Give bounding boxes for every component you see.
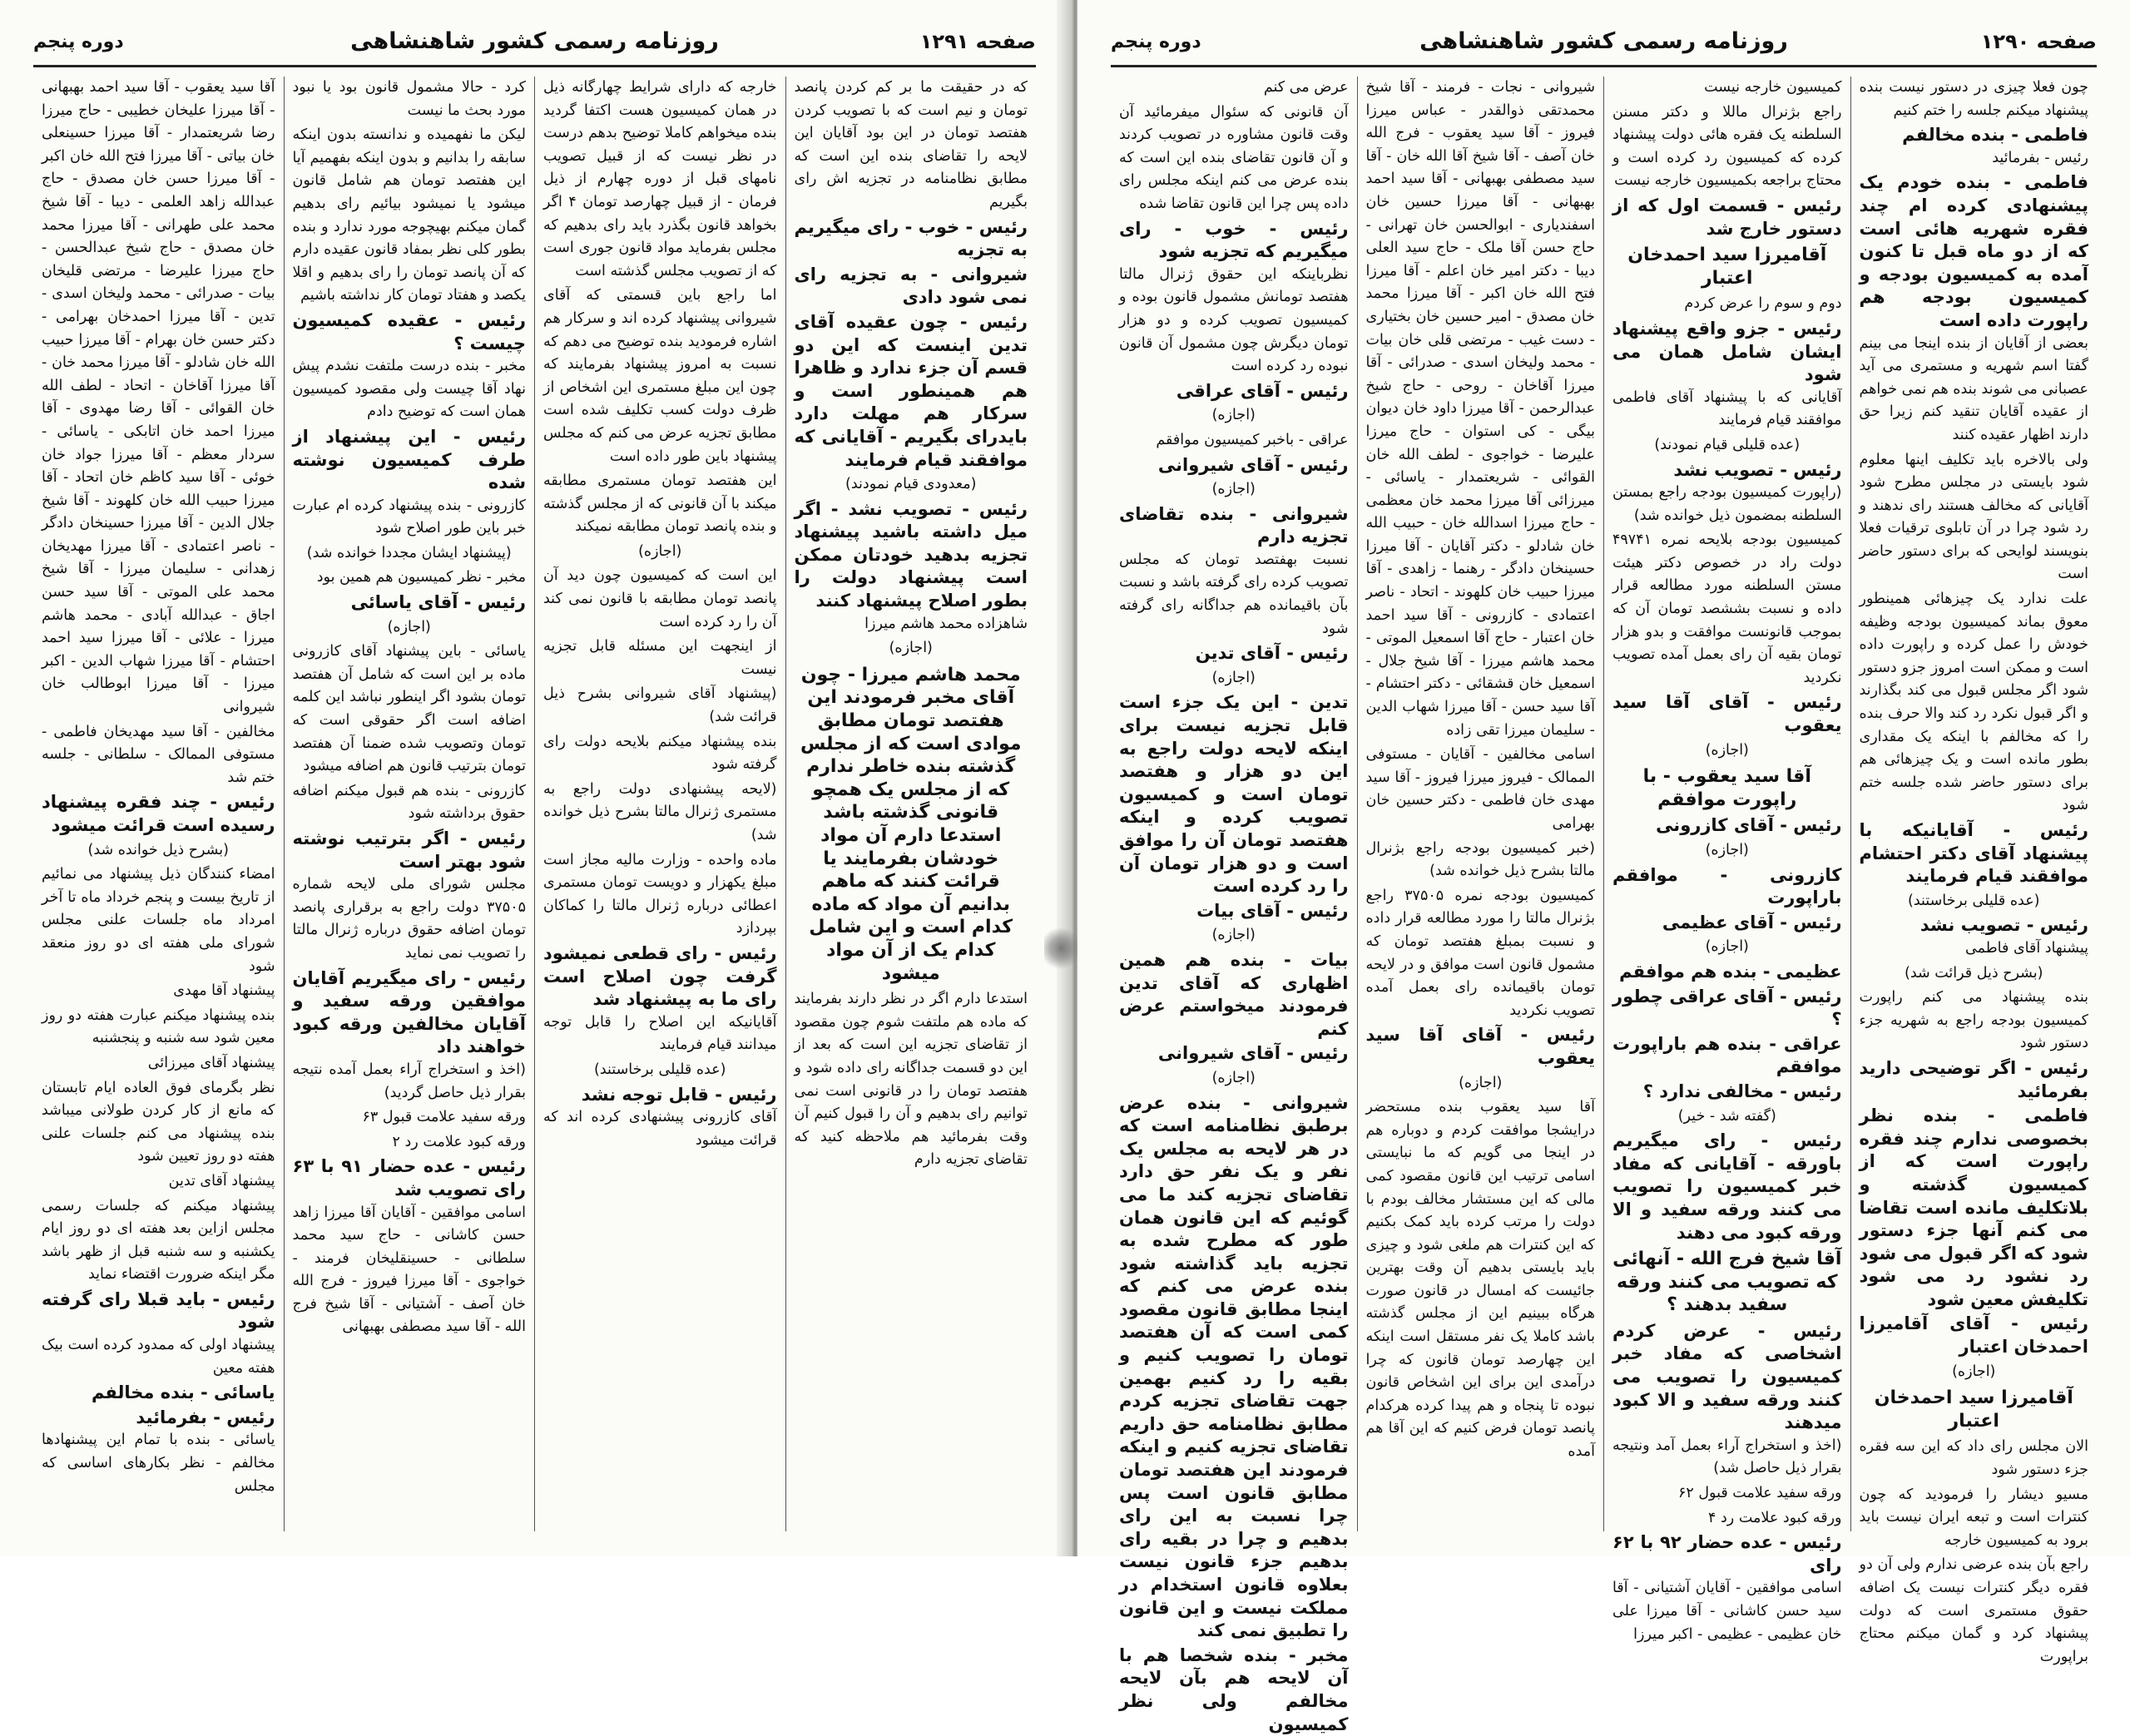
- speaker-line: رئیس - آقای عراقی چطور ؟: [1612, 986, 1842, 1030]
- paragraph: پیشنهاد آقای فاطمی: [1965, 939, 2088, 957]
- left-page: [0, 0, 1069, 1556]
- speaker-line: کازرونی - موافقم باراپورت: [1612, 864, 1842, 908]
- speaker-line: رئیس - عرض کردم اشخاصی که مفاد خبر کمیسیون را تصویب می کنند ورقه سفید و الا کبود میدهند: [1612, 1320, 1842, 1433]
- paragraph: راجع بژنرال ماللا و دکتر مسنن السلطنه یک فقره هائی دولت پیشنهاد کرده که کمیسیون رد کرده است و محتاج براجعه بکمیسیون خارجه نیست: [1612, 103, 1842, 190]
- speaker-line: رئیس - عده حضار ۹۱ با ۶۳ رای تصویب شد: [292, 1156, 526, 1199]
- speaker-line: یاسائی - بنده مخالفم: [91, 1382, 275, 1403]
- speaker-line: رئیس - آقای کازرونی: [1656, 815, 1842, 836]
- paragraph: ورقه کبود علامت رد ۲: [392, 1133, 526, 1150]
- speaker-line: فاطمی - بنده مخالفم: [1902, 125, 2088, 146]
- speaker-line: رئیس - آقای شیروانی: [1157, 1043, 1349, 1064]
- speaker-line: رئیس - آقای یاسائی: [350, 592, 526, 613]
- text-column: [1357, 77, 1604, 1531]
- paragraph: که در حقیقت ما بر کم کردن پانصد تومان و نیم است که با تصویب کردن هفتصد تومان در این بود آقایان این لایحه را تقاضای بنده این است که مطابق نظامنامه در تجزیه اش رای بگیریم: [794, 79, 1028, 210]
- stage-note: (بشرح ذیل خوانده شد): [87, 841, 229, 858]
- paragraph: مسیو دیشار را فرمودید که چون کنترات است و تبعه ایران نیست باید برود به کمیسیون خارجه: [1859, 1486, 2088, 1549]
- stage-note: (اجازه): [889, 640, 933, 657]
- speaker-line: رئیس - مخالفی ندارد ؟: [1642, 1081, 1842, 1101]
- speaker-line: رئیس - خوب - رای میگیریم که تجزیه شود: [1119, 218, 1349, 262]
- text-column: [785, 77, 1037, 1531]
- text-column: [284, 77, 535, 1531]
- left-page-header: [33, 25, 1036, 67]
- paragraph: لیکن ما نفهمیده و ندانسته بدون اینکه سابقه را بدانیم و بدون اینکه بفهمیم آیا این هفتصد تومان هم شامل قانون میشود یا نمیشود بیائیم رای بدهیم گمان میکنم بهیچوجه مورد ندارد و بنده بطور کلی نظر بمفاد قانون عقیده دارم که آن پانصد تومان را رای بدهیم و اقلا یکصد و هفتاد تومان کار نداشته باشیم: [292, 126, 526, 304]
- newspaper-title: روزنامه رسمی کشور شاهنشاهی: [1419, 28, 1788, 54]
- paragraph: ماده واحده - وزارت مالیه مجاز است مبلغ یکهزار و دویست تومان مستمری اعطائی درباره ژنرال مالتا را کماکان بپردازد: [543, 851, 777, 937]
- paragraph: امضاء کنندگان ذیل پیشنهاد می نمائیم از تاریخ بیست و پنجم خرداد ماه تا آخر امرداد ماه جلسات علنی مجلس شورای ملی هفته ای دو روز منعقد شود: [42, 866, 275, 975]
- speaker-line: رئیس - تصویب نشد - اگر میل داشته باشید پیشنهاد تجزیه بدهید خودتان ممکن است پیشنهاد دولت را بطور اصلاح پیشنهاد کنند: [794, 498, 1028, 611]
- left-page-columns: [33, 77, 1036, 1531]
- text-column: [1603, 77, 1850, 1643]
- paragraph: کازرونی - بنده هم قبول میکنم اضافه حقوق برداشته شود: [292, 782, 526, 823]
- speaker-line: رئیس - بفرمائید: [136, 1407, 275, 1427]
- paragraph: ورقه سفید علامت قبول ۶۲: [1677, 1485, 1842, 1502]
- speaker-line: رئیس - اگر توضیحی دارید بفرمائید: [1859, 1057, 2088, 1101]
- speaker-heading: آقامیرزا سید احمدخان اعتبار: [1627, 245, 1827, 289]
- period-label: دوره پنجم: [33, 32, 124, 52]
- paragraph: کمیسیون بودجه نمره ۳۷۵۰۵ راجع بژنرال مالتا را مورد مطالعه قرار داده و نسبت بمبلغ هفتصد تومان که مشمول قانون است موافق و در لایحه تومان باقیمانده رای بعمل آمده تصویب نکردید: [1365, 887, 1595, 1019]
- speaker-line: تدین - این یک جزء است قابل تجزیه نیست برای اینکه لایحه دولت راجع به این دو هزار و هفتصد تومان است و کمیسیون تصویب کرده و اینکه هفتصد تومان آن را موافق است و دو هزار تومان آن را رد کرده است: [1119, 692, 1349, 897]
- speaker-line: مخبر - بنده شخصا هم با آن لایحه هم بآن لایحه مخالفم ولی نظر کمیسیون: [1119, 1645, 1349, 1734]
- speaker-line: رئیس - آقای بیات: [1196, 900, 1349, 921]
- paragraph: ولی بالاخره باید تکلیف اینها معلوم شود بایستی در مجلس مطرح شود آقایانی که مخالف هستند رای ندهند و رد شود چرا در آن تابلوی ترقیات فعلا بنویسند لوایحی که برای دستور حاضر است: [1859, 451, 2088, 583]
- stage-note: (بشرح ذیل قرائت شد): [1905, 964, 2043, 982]
- stage-note: (عده قلیلی قیام نمودند): [1654, 436, 1801, 453]
- speaker-line: رئیس - رای میگیریم باورقه - آقایانی که مفاد خبر کمیسیون را تصویب می کنند ورقه سفید و الا ورقه کبود می دهند: [1612, 1130, 1842, 1243]
- paragraph: ورقه سفید علامت قبول ۶۳: [362, 1109, 526, 1126]
- speaker-line: شیروانی - بنده تقاضای تجزیه دارم: [1119, 503, 1349, 547]
- right-page: [1077, 0, 2130, 1734]
- paragraph: آقا سید یعقوب - آقا سید احمد بهبهانی - آقا میرزا علیخان خطیبی - حاج میرزا رضا شریعتمدار - آقا میرزا حسینعلی خان بیاتی - آقا میرزا فتح الله خان اکبر - آقا میرزا حسن خان مصدق - حاج عبدالله زاهد العلمی - دیبا - آقا شیخ محمد علی طهرانی - آقا میرزا محمد خان مصدق - حاج شیخ عبدالحسن - حاج میرزا علیرضا - مرتضی قلیخان بیات - صدرائی - محمد ولیخان اسدی - تدین - آقا میرزا احمدخان بهرامی - دکتر حسن خان بهرام - آقا میرزا حبیب الله خان شادلو - آقا میرزا محمد خان - آقا میرزا آقاخان - اتحاد - لطف الله خان القوائی - آقا رضا مهدوی - آقا میرزا احمد خان اتابکی - یاسائی - سردار معظم - آقا میرزا جواد خان خوئی - آقا سید کاظم خان اتحاد - آقا میرزا حبیب الله خان کلهوند - آقا شیخ جلال الدین - آقا میرزا حسینخان دادگر - ناصر اعتمادی - آقا میرزا مهدیخان زهدانی - سلیمان میرزا - آقا شیخ محمد علی الموتی - آقا سید حسن اجاق - عبدالله آبادی - محمد هاشم میرزا - علائی - آقا میرزا سید احمد احتشام - آقا میرزا شهاب الدین - اکبر میرزا - آقا میرزا ابوطالب خان شیروانی: [42, 79, 275, 716]
- speaker-line: رئیس - عقیده کمیسیون چیست ؟: [292, 309, 526, 354]
- paragraph: یاسائی - بنده با تمام این پیشنهادها مخالفم - نظر بکارهای اساسی که مجلس: [42, 1432, 275, 1495]
- paragraph: (اخذ و استخراج آراء بعمل آمده نتیجه بقرار ذیل حاصل گردید): [292, 1061, 526, 1101]
- paragraph: (لایحه پیشنهادی دولت راجع به مستمری ژنرال مالتا بشرح ذیل خوانده شد): [543, 780, 777, 843]
- paragraph: (اخذ و استخراج آراء بعمل آمد ونتیجه بقرار ذیل حاصل شد): [1612, 1437, 1842, 1477]
- speaker-line: رئیس - قابل توجه نشد: [581, 1084, 777, 1105]
- paragraph: بعضی از آقایان از بنده اینجا می بینم گفتا اسم شهریه و مستمری می آید عصبانی می شوند بنده هم نمی خواهم از عقیده آقایان تنقید کنم زیرا حق دارند اظهار عقیده کنند: [1859, 334, 2088, 443]
- paragraph: نظرباینکه این حقوق ژنرال مالتا هفتصد تومانش مشمول قانون بوده و کمیسیون تصویب کرده و دو هزار تومان دیگرش چون مشمول آن قانون نبوده رد کرده است: [1119, 265, 1349, 375]
- paragraph: آن قانونی که سئوال میفرمائید آن وقت قانون مشاوره در تصویب کردند و آن قانون تقاضای بنده این است که بنده عرض می کنم اینکه مجلس رای داده پس چرا این قانون تقاضا شده: [1119, 103, 1349, 212]
- stage-note: (اجازه): [387, 618, 431, 636]
- period-label: دوره پنجم: [1111, 32, 1201, 52]
- paragraph: یاسائی - باین پیشنهاد آقای کازرونی ماده بر این است که شامل آن هفتصد تومان بشود اگر اینطور نباشد این کلمه اضافه است اگر حقوقی است که تومان وتصویب شده ضمنا آن هفتصد تومان بترتیب قانون هم اضافه میشود: [292, 643, 526, 775]
- paragraph: از اینجهت این مسئله قابل تجزیه نیست: [543, 638, 777, 678]
- speaker-line: رئیس - چند فقره پیشنهاد رسیده است قرائت میشود: [42, 792, 275, 835]
- stage-note: (اجازه): [1459, 1074, 1503, 1091]
- paragraph: نظر بگرمای فوق العاده ایام تابستان که مانع از کار کردن طولانی میباشد بنده پیشنهاد می کنم جلسات علنی هفته دو روز تعیین شود: [42, 1079, 275, 1165]
- speaker-line: رئیس - آقای تدین: [1195, 643, 1349, 664]
- paragraph: اسامی موافقین - آقایان آقا میرزا زاهد حسن کاشانی - حاج سید محمد سلطانی - حسینقلیخان فرمند - خواجوی - آقا میرزا فیروز - فرج الله خان آصف - آشتیانی - آقا شیخ فرج الله - آقا سید مصطفی بهبهانی: [292, 1204, 526, 1336]
- speaker-line: رئیس - جزو واقع پیشنهاد ایشان شامل همان می شود: [1612, 318, 1842, 385]
- paragraph: کمیسیون بودجه بلایحه نمره ۴۹۷۴۱ دولت راد در خصوص دکتر هیئت مستن السلطنه مورد مطالعه قرار داده و نسبت بششصد تومان آن که بموجب قانونست موافقت و بدو هزار تومان بقیه آن رای بعمل آمده تصویب نکردید: [1612, 532, 1842, 686]
- text-column: [1111, 77, 1357, 1734]
- paragraph: این است که کمیسیون چون دید آن پانصد تومان مطابقه با قانون نمی کند آن را رد کرده است: [543, 567, 777, 631]
- speaker-line: رئیس - آقای آقامیرزا احمدخان اعتبار: [1859, 1313, 2088, 1358]
- paragraph: کمیسیون خارجه نیست: [1704, 79, 1842, 96]
- paragraph: آقا سید یعقوب بنده مستحضر درایشجا موافقت کردم و دوباره هم در اینجا می گویم که ما نبایستی اسامی ترتیب این قانون مقصود کمی مالی که این مستشار مخالف بودم با دولت را مرتب کرده باید کمک بکنیم که این کنترات هم ملغی شود و چیزی باید بایستی بدهیم آن وقت بهترین جائیست که امسال در قانون صورت هرگاه ببینیم این از مجلس گذشته باشد کاملا یک نفر مستقل است اینکه این چهارصد تومان قانون که چرا درآمدی این برای این اشخاص قانون نبوده تا پنجاه و هم پیدا کرده هرکدام پانصد تومان فرض کنیم که این آقا هم آمده: [1365, 1099, 1595, 1461]
- speaker-line: رئیس - باید قبلا رای گرفته شود: [42, 1288, 275, 1333]
- scan-smudge: [1044, 923, 1077, 973]
- speaker-line: بیات - بنده هم همین اظهاری که آقای تدین فرمودند میخواستم عرض کنم: [1119, 949, 1349, 1039]
- paragraph: اما راجع باین قسمتی که آقای شیروانی پیشنهاد کرده اند و سرکار هم اشاره فرمودید بنده توضیح می دهم که نسبت به امروز پیشنهاد بفرمایند که چون این مبلغ مستمری این اشخاص از ظرف دولت کسب تکلیف شده است مطابق تجزیه عرض می کنم که مجلس پیشنهاد باین طور داده است: [543, 287, 777, 465]
- speaker-line: رئیس - این پیشنهاد از طرف کمیسیون نوشته شده: [292, 426, 526, 493]
- stage-note: (اجازه): [1211, 927, 1256, 944]
- paragraph: (خبر کمیسیون بودجه راجع بژنرال مالتا بشرح ذیل خوانده شد): [1365, 839, 1595, 880]
- stage-note: (اجازه): [1705, 938, 1749, 956]
- stage-note: (اجازه): [1705, 842, 1749, 858]
- paragraph: (پیشنهاد آقای شیروانی بشرح ذیل قرائت شد): [543, 685, 777, 726]
- stage-note: (اجازه): [1705, 741, 1749, 759]
- paragraph: مخبر - بنده درست ملتفت نشدم پیش نهاد آقا چیست ولی مقصود کمیسیون همان است که توضیح دادم: [292, 358, 526, 421]
- paragraph: پیشنهاد میکنم که جلسات رسمی مجلس ازاین بعد هفته ای دو روز ایام یکشنبه و سه شنبه قبل از ظهر باشد مگر اینکه ضرورت اقتضاء نماید: [42, 1197, 275, 1283]
- speaker-line: رئیس - آقای شیروانی: [1157, 454, 1349, 475]
- speaker-line: رئیس - آقایانیکه با پیشنهاد آقای دکتر احتشام موافقند قیام فرمایند: [1859, 820, 2088, 887]
- stage-note: (اجازه): [1211, 407, 1256, 424]
- speaker-line: فاطمی - بنده خودم یک پیشنهادی کرده ام چند فقره شهریه هائی است که از دو ماه قبل تا کنون آمده به کمیسیون بودجه و کمیسیون بودجه هم راپورت داده است: [1859, 172, 2088, 330]
- speaker-line: عراقی - بنده هم باراپورت موافقم: [1612, 1033, 1842, 1077]
- paragraph: بنده پیشنهاد میکنم بلایحه دولت رای گرفته شود: [543, 733, 777, 774]
- paragraph: آقایانیکه این اصلاح را قابل توجه میدانند قیام فرمایند: [543, 1013, 777, 1054]
- speaker-line: رئیس - اگر بترتیب نوشته شود بهتر است: [292, 828, 526, 872]
- paragraph: عراقی - باخبر کمیسیون موافقم: [1156, 431, 1349, 448]
- speaker-line: رئیس - چون عقیده آقای تدین اینست که این دو قسم آن جزء ندارد و ظاهرا هم همینطور است و سرکار هم مهلت دارد بایدرای بگیریم - آقایانی که موافقند قیام فرمایند: [794, 311, 1028, 470]
- paragraph: پیشنهاد آقا مهدی: [173, 982, 275, 1000]
- speaker-line: رئیس - آقای عظیمی: [1662, 912, 1842, 932]
- stage-note: (اجازه): [1211, 1069, 1256, 1086]
- paragraph: کازرونی - بنده پیشنهاد کرده ام عبارت خبر باین طور اصلاح شود: [292, 497, 526, 537]
- speaker-heading: محمد هاشم میرزا - چون آقای مخبر فرمودند این هفتصد تومان مطابق موادی است که از مجلس گذشته بنده خاطر ندارم که از مجلس یک همچو قانونی گذشته باشد استدعا دارم آن مواد خودشان بفرمایند یا قرائت کنند که ماهم بدانیم آن مواد که ماده کدام است و این شامل کدام یک از آن مواد میشود: [800, 664, 1022, 984]
- paragraph: آقایانی که با پیشنهاد آقای فاطمی موافقند قیام فرمایند: [1612, 388, 1842, 429]
- paragraph: اسامی مخالفین - آقایان - مستوفی الممالک - فیروز میرزا فیروز - آقا سید مهدی خان فاطمی - دکتر حسین خان بهرامی: [1365, 746, 1595, 832]
- speaker-line: رئیس - رای میگیریم آقایان موافقین ورقه سفید و آقایان مخالفین ورقه کبود خواهند داد: [292, 967, 526, 1057]
- stage-note: (گفته شد - خیر): [1677, 1107, 1776, 1125]
- right-page-columns: [1111, 77, 2097, 1734]
- right-page-header: [1111, 25, 2097, 67]
- paragraph: عرض می کنم: [1263, 79, 1349, 96]
- paragraph: آقای کازرونی پیشنهادی کرده اند که قرائت میشود: [543, 1109, 777, 1149]
- paragraph: بنده پیشنهاد می کنم راپورت کمیسیون بودجه راجع به شهریه جزء دستور شود: [1859, 989, 2088, 1052]
- paragraph: بنده پیشنهاد میکنم عبارت هفته دو روز معین شود سه شنبه و پنجشنبه: [42, 1006, 275, 1047]
- text-column: [33, 77, 284, 1531]
- paragraph: چون فعلا چیزی در دستور نیست بنده پیشنهاد میکنم جلسه را ختم کنیم: [1859, 79, 2088, 119]
- paragraph: پیشنهاد اولی که ممدود کرده است بیک هفته معین: [42, 1337, 275, 1377]
- paragraph: راجع بآن بنده عرضی ندارم ولی آن دو فقره دیگر کنترات نیست یک اضافه حقوق مستمری است که دولت پیشنهاد کرد و گمان میکنم محتاج براپورت: [1859, 1556, 2088, 1665]
- paragraph: اسامی موافقین - آقایان آشتیانی - آقا سید حسن کاشانی - آقا میرزا علی خان عظیمی - عظیمی - اکبر میرزا: [1612, 1580, 1842, 1643]
- text-column: [534, 77, 785, 1531]
- stage-note: (اجازه): [1952, 1363, 1996, 1380]
- speaker-line: عظیمی - بنده هم موافقم: [1619, 961, 1842, 982]
- stage-note: (اجازه): [1211, 481, 1256, 498]
- speaker-line: رئیس - آقای آقا سید یعقوب: [1612, 692, 1842, 736]
- paragraph: دوم و سوم را عرض کردم: [1684, 295, 1842, 313]
- paragraph: این هفتصد تومان مستمری مطابقه میکند با آن قانونی که از مجلس گذشته و بنده پانصد تومان مطابقه نمیکند: [543, 472, 777, 536]
- speaker-line: رئیس - قسمت اول که از دستور خارج شد: [1612, 195, 1842, 239]
- paragraph: مخالفین - آقا سید مهدیخان فاطمی - مستوفی الممالک - سلطانی - جلسه ختم شد: [42, 723, 275, 786]
- paragraph: رئیس - بفرمائید: [1992, 149, 2088, 166]
- stage-note: (معدودی قیام نمودند): [845, 476, 977, 493]
- paragraph: مجلس شورای ملی لایحه شماره ۳۷۵۰۵ دولت راجع به برقراری پانصد تومان اضافه حقوق درباره ژنرال مالتا را تصویب نمی نماید: [292, 876, 526, 962]
- paragraph: استدعا دارم اگر در نظر دارند بفرمایند که ماده هم ملتفت شوم چون مقصود از تقاضای تجزیه این است که بعد از این دو قسمت جداگانه رای داده شود و هفتصد تومان را در قانونی است نمی توانیم رای بدهیم و آن را قبول کنیم آن وقت بفرمائید هم ملاحظه کنید که تقاضای تجزیه دارم: [794, 991, 1028, 1169]
- speaker-line: شیروانی - بنده عرض برطبق نظامنامه است که در هر لایحه به مجلس یک نفر و یک نفر حق دارد تقاضای تجزیه کند ما می گوئیم که این قانون همان طور که مطرح شده به تجزیه باید گذاشته شود بنده عرض می کنم که اینجا مطابق قانون مقصود کمی است که آن هفتصد تومان را تصویب کنیم و بقیه را رد کنیم بهمین جهت تقاضای تجزیه کردم مطابق نظامنامه حق داریم تقاضای تجزیه کنیم و اینکه فرمودند این هفتصد تومان مطابق قانون است پس چرا نسبت به این رای بدهیم و چرا در بقیه رای بدهیم جزء قانون نیست بعلاوه قانون استخدام در مملکت نیست و این قانون را تطبیق نمی کند: [1119, 1092, 1349, 1641]
- paragraph: ورقه کبود علامت رد ۴: [1708, 1509, 1842, 1526]
- paragraph: خارجه که دارای شرایط چهارگانه ذیل در همان کمیسیون هست اکتفا گردید بنده میخواهم کاملا توضیح بدهم درست در نظر نیست که از قبیل تصویب نامهای قبل از دوره چهارم از ذیل فرمان - از قبیل چهارصد تومان ۴ اگر بخواهد قانون بگذرد باید رای بدهیم که مجلس بفرماید مواد قانون جوری است که از تصویب مجلس گذشته است: [543, 79, 777, 279]
- page-number: صفحه ۱۲۹۱: [919, 30, 1036, 53]
- paragraph: شاهزاده محمد هاشم میرزا: [864, 615, 1028, 632]
- speaker-line: رئیس - خوب - رای میگیریم به تجزیه: [794, 216, 1028, 260]
- speaker-line: رئیس - عده حضار ۹۲ با ۶۲ رای: [1612, 1532, 1842, 1575]
- speaker-heading: آقا سید یعقوب - با راپورت موافقم: [1642, 766, 1811, 810]
- speaker-line: رئیس - رای قطعی نمیشود گرفت چون اصلاح است رای ما به پیشنهاد شد: [543, 942, 777, 1010]
- paragraph: کرد - حالا مشمول قانون بود یا نبود مورد بحث ما نیست: [292, 79, 526, 119]
- paragraph: پیشنهاد آقای تدین: [168, 1172, 275, 1189]
- speaker-heading: آقامیرزا سید احمدخان اعتبار: [1874, 1387, 2073, 1432]
- paragraph: شیروانی - نجات - فرمند - آقا شیخ محمدتقی ذوالقدر - عباس میرزا فیروز - آقا سید یعقوب - فرج الله خان آصف - آقا شیخ آقا الله خان - آقا سید مصطفی بهبهانی - آقا سید احمد بهبهانی - آقا میرزا حسین خان اسفندیاری - ابوالحسن خان تهرانی - حاج حسن آقا ملک - حاج سید العلی دیبا - دکتر امیر خان اعلم - آقا میرزا فتح الله خان اکبر - آقا میرزا محمد خان مصدق - امیر حسین خان بختیاری - دست غیب - مرتضی قلی خان بیات - محمد ولیخان اسدی - صدرائی - آقا میرزا آقاخان - روحی - حاج شیخ عبدالرحمن - آقا میرزا داود خان دیوان بیگی - کی استوان - حاج میرزا علیرضا - خواجوی - لطف الله خان القوائی - شریعتمدار - یاسائی - میرزائی آقا میرزا محمد خان معظمی - حاج میرزا اسدالله خان - حبیب الله خان شادلو - دکتر آقایان - آقا میرزا حسینخان دادگر - رهنما - زاهدی - آقا میرزا حبیب خان کلهوند - اتحاد - ناصر اعتمادی - کازرونی - آقا سید احمد خان اعتبار - حاج آقا اسمعیل الموتی - محمد هاشم میرزا - آقا شیخ جلال - اسمعیل خان قشقائی - دکتر احتشام - آقا سید حسن - آقا میرزا شهاب الدین - سلیمان میرزا تقی زاده: [1365, 79, 1595, 739]
- paragraph: مخبر - نظر کمیسیون هم همین بود: [316, 569, 526, 586]
- paragraph: (راپورت کمیسیون بودجه راجع بمستن السلطنه بمضمون ذیل خوانده شد): [1612, 484, 1842, 524]
- stage-note: (اجازه): [1211, 669, 1256, 686]
- page-number: صفحه ۱۲۹۰: [1980, 30, 2097, 53]
- paragraph: پیشنهاد آقای میرزائی: [147, 1054, 275, 1071]
- paragraph: نسبت بهفتصد تومان که مجلس تصویب کرده رای گرفته باشد و نسبت بآن باقیمانده هم جداگانه رای گرفته شود: [1119, 551, 1349, 637]
- speaker-line: رئیس - آقای عراقی: [1176, 380, 1349, 401]
- stage-note: (عده قلیلی برخاستند): [594, 1061, 726, 1078]
- speaker-heading: آقا شیخ فرج الله - آنهائی که تصویب می کنند ورقه سفید بدهند ؟: [1612, 1249, 1842, 1316]
- speaker-line: رئیس - تصویب نشد: [1673, 459, 1842, 480]
- speaker-line: شیروانی - به تجزیه رای نمی شود دادی: [794, 264, 1028, 308]
- paragraph: الان مجلس رای داد که این سه فقره جزء دستور شود: [1859, 1438, 2088, 1479]
- text-column: [1850, 77, 2098, 1665]
- speaker-line: رئیس - آقای آقا سید یعقوب: [1365, 1025, 1595, 1068]
- stage-note: (پیشنهاد ایشان مجددا خوانده شد): [306, 544, 512, 561]
- speaker-line: رئیس - تصویب نشد: [1919, 915, 2088, 936]
- paragraph: علت ندارد یک چیزهائی همینطور معوق بماند کمیسیون بودجه وظیفه خودش را عمل کرده و راپورت داده است و ممکن است امروز جزو دستور شود اگر مجلس قبول می کند بگذارند و اگر قبول نکرد رد کند والا حرف بنده را که مخالفم با اینکه یک مقداری بطور مانده است و یک چیزهائی هم برای دستور حاضر شده جلسه ختم شود: [1859, 591, 2088, 814]
- newspaper-title: روزنامه رسمی کشور شاهنشاهی: [350, 28, 719, 54]
- stage-note: (اجازه): [638, 542, 682, 560]
- stage-note: (عده قلیلی برخاستند): [1908, 892, 2040, 909]
- speaker-line: فاطمی - بنده نظر بخصوصی ندارم چند فقره راپورت است که از کمیسیون گذشته و بلاتکلیف مانده است تقاضا می کنم آنها جزء دستور شود که اگر قبول می شود رد نشود رد می شود تکلیفش معین شود: [1859, 1105, 2088, 1309]
